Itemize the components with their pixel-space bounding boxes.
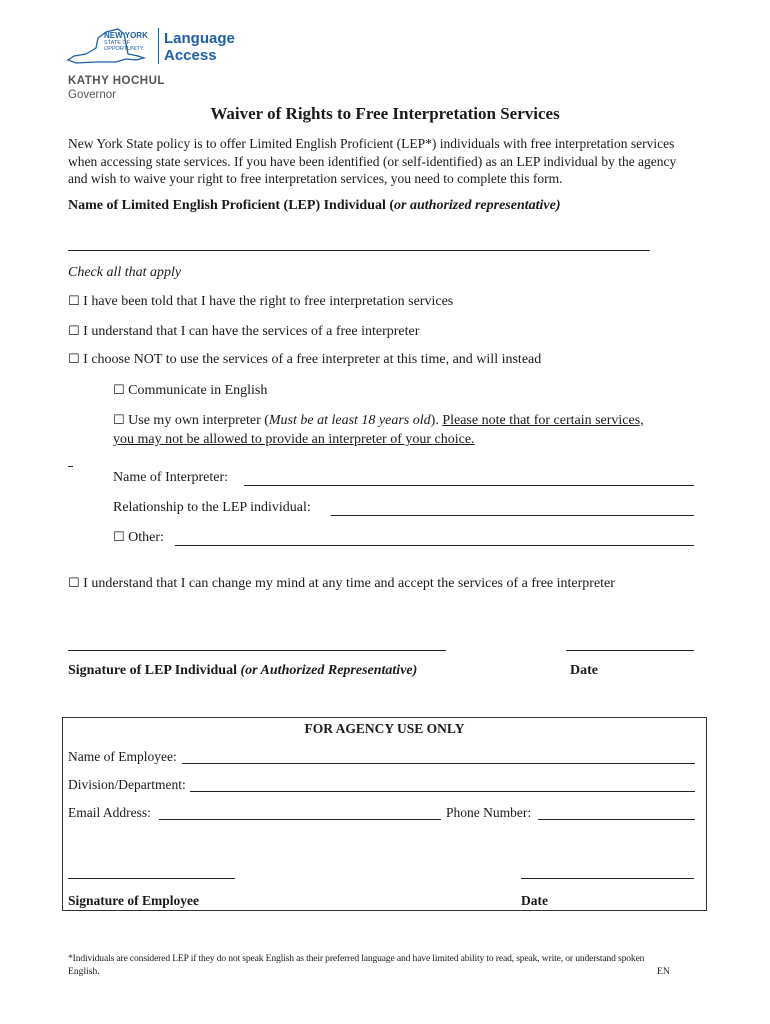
agency-heading: FOR AGENCY USE ONLY bbox=[304, 721, 465, 736]
footnote-line2: English. bbox=[68, 966, 100, 977]
checkbox-icon: ☐ bbox=[113, 413, 125, 428]
interpreter-note-line2: you may not be allowed to provide an interpreter of your choice. bbox=[113, 432, 475, 447]
footnote-line1: *Individuals are considered LEP if they do not speak English as their preferred language and have limited ability to read, speak, write, or understand spoken bbox=[68, 953, 645, 964]
relationship-field[interactable] bbox=[331, 515, 694, 516]
lep-name-field[interactable] bbox=[68, 250, 650, 251]
nys-logo bbox=[66, 26, 241, 70]
employee-date-label: Date bbox=[521, 893, 548, 908]
employee-name-label: Name of Employee: bbox=[68, 749, 177, 764]
checkbox-icon: ☐ bbox=[113, 530, 125, 545]
checkbox-icon: ☐ bbox=[68, 576, 80, 591]
employee-name-field[interactable] bbox=[182, 763, 695, 764]
agency-use-box bbox=[62, 717, 707, 911]
checkbox-change-mind[interactable] bbox=[68, 576, 615, 592]
checkbox-icon: ☐ bbox=[113, 383, 125, 398]
lep-name-label: Name of Limited English Proficient (LEP) Individual (or authorized representative) bbox=[68, 198, 561, 213]
checkbox-label: Other: bbox=[128, 530, 164, 545]
governor-name: KATHY HOCHUL bbox=[68, 75, 165, 87]
logo-state-line2: STATE OF bbox=[104, 40, 131, 46]
interpreter-name-field[interactable] bbox=[244, 485, 694, 486]
lep-name-label-italic: or authorized representative) bbox=[394, 198, 561, 213]
page-title: Waiver of Rights to Free Interpretation Services bbox=[210, 104, 560, 123]
interpreter-name-label: Name of Interpreter: bbox=[113, 470, 229, 485]
language-code: EN bbox=[657, 966, 670, 977]
phone-field[interactable] bbox=[538, 819, 695, 820]
intro-line: and wish to waive your right to free interpretation services, you need to complete this form. bbox=[68, 171, 563, 186]
checkbox-understand-free[interactable] bbox=[68, 323, 419, 341]
checkbox-communicate-english[interactable] bbox=[113, 382, 267, 400]
checkbox-told-right[interactable] bbox=[68, 293, 453, 311]
relationship-label: Relationship to the LEP individual: bbox=[113, 500, 311, 515]
logo-state-line3: OPPORTUNITY. bbox=[104, 46, 145, 52]
checkbox-label: Communicate in English bbox=[128, 383, 268, 398]
checkbox-label: I understand that I can have the services of a free interpreter bbox=[83, 324, 420, 339]
logo-divider bbox=[158, 28, 159, 64]
checkbox-icon: ☐ bbox=[68, 294, 80, 309]
checkbox-icon: ☐ bbox=[68, 324, 80, 339]
logo-state-line1: NEW YORK bbox=[104, 31, 148, 40]
checkbox-label: I understand that I can change my mind at any time and accept the services of a free interpreter bbox=[83, 576, 615, 591]
lep-signature-field[interactable] bbox=[68, 650, 446, 651]
checkbox-icon: ☐ bbox=[68, 352, 80, 367]
intro-paragraph bbox=[68, 135, 676, 188]
intro-line: when accessing state services. If you have been identified (or self-identified) as an LEP individual by the agency bbox=[68, 153, 677, 169]
email-field[interactable] bbox=[159, 819, 441, 820]
division-label: Division/Department: bbox=[68, 777, 186, 792]
interpreter-note: Please note that for certain services, bbox=[442, 413, 644, 428]
checkbox-label: Use my own interpreter (Must be at least 18 years old). Please note that for certain services, bbox=[128, 413, 644, 428]
email-label: Email Address: bbox=[68, 805, 151, 820]
lep-date-field[interactable] bbox=[566, 650, 694, 651]
checkbox-choose-not[interactable] bbox=[68, 351, 541, 369]
employee-signature-label: Signature of Employee bbox=[68, 893, 199, 908]
logo-program-line2: Access bbox=[164, 47, 217, 64]
checkbox-own-interpreter[interactable] bbox=[113, 412, 644, 430]
checkbox-label: I choose NOT to use the services of a free interpreter at this time, and will instead bbox=[83, 352, 542, 367]
lep-signature-label: Signature of LEP Individual (or Authorized Representative) bbox=[68, 663, 418, 678]
logo-program-line1: Language bbox=[164, 30, 235, 47]
employee-date-field[interactable] bbox=[521, 878, 694, 879]
lep-signature-label-italic: (or Authorized Representative) bbox=[240, 663, 418, 678]
checkbox-label: I have been told that I have the right to free interpretation services bbox=[83, 294, 454, 309]
checkbox-other[interactable] bbox=[113, 530, 164, 546]
stray-mark bbox=[68, 466, 73, 467]
lep-date-label: Date bbox=[570, 663, 598, 678]
employee-signature-field[interactable] bbox=[68, 878, 235, 879]
intro-line: New York State policy is to offer Limited English Proficient (LEP*) individuals with free interpretation services bbox=[68, 136, 675, 151]
other-field[interactable] bbox=[175, 545, 694, 546]
phone-label: Phone Number: bbox=[446, 805, 532, 820]
governor-title: Governor bbox=[68, 89, 116, 101]
division-field[interactable] bbox=[190, 791, 695, 792]
check-all-instruction: Check all that apply bbox=[68, 265, 182, 280]
